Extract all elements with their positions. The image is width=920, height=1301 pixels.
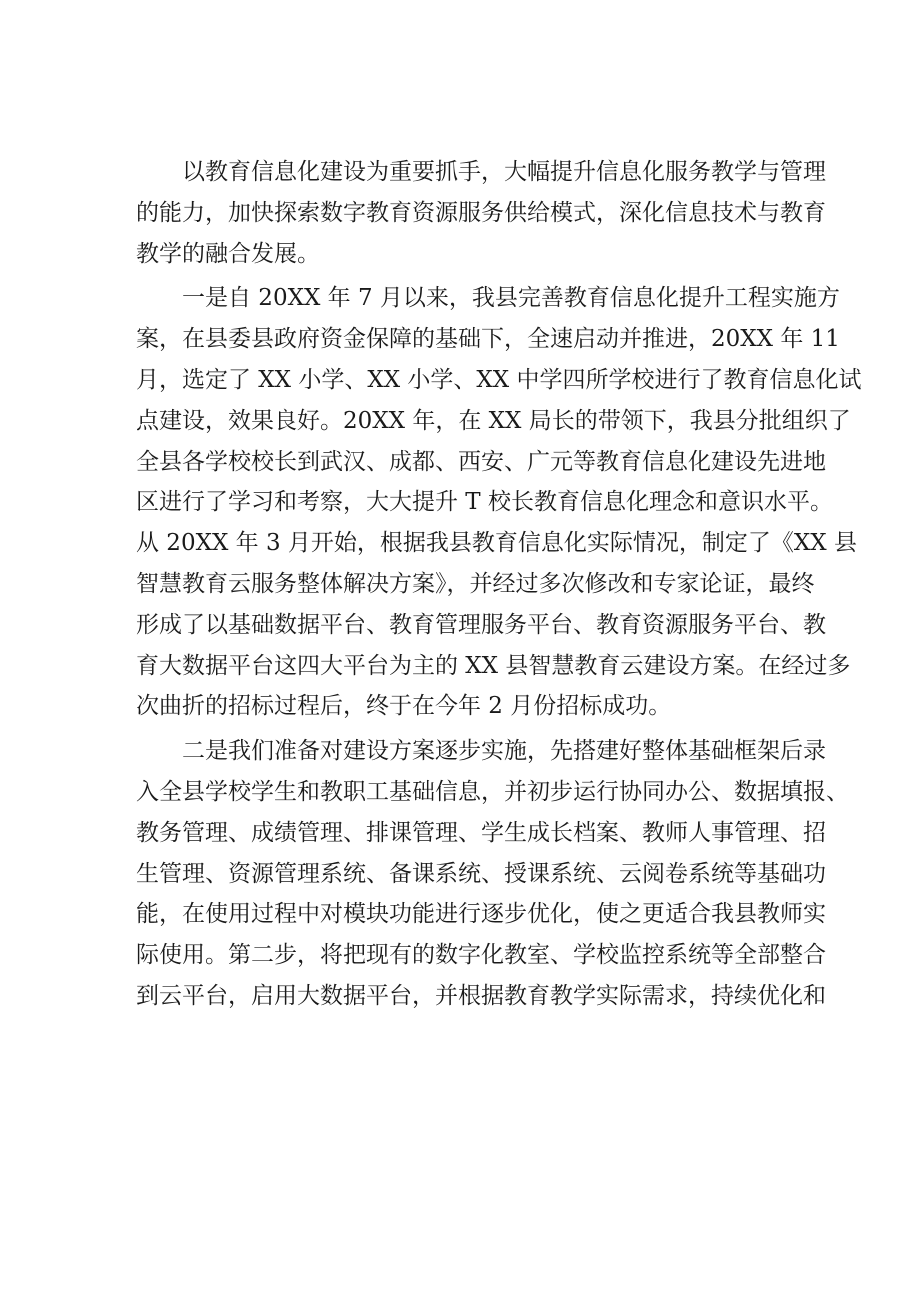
text-line: 教学的融合发展。 [136, 240, 320, 267]
text-line: 点建设，效果良好。20XX 年，在 XX 局长的带领下，我县分批组织了 [136, 407, 851, 434]
text-line: 次曲折的招标过程后，终于在今年 2 月份招标成功。 [136, 693, 672, 720]
paragraph-1 [136, 152, 826, 274]
text-line: 入全县学校学生和教职工基础信息，并初步运行协同办公、数据填报、 [136, 778, 849, 805]
text-line: 从 20XX 年 3 月开始，根据我县教育信息化实际情况，制定了《XX 县 [136, 530, 857, 557]
text-line: 生管理、资源管理系统、备课系统、授课系统、云阅卷系统等基础功 [136, 860, 826, 887]
text-line: 月，选定了 XX 小学、XX 小学、XX 中学四所学校进行了教育信息化试 [136, 366, 862, 393]
text-line: 形成了以基础数据平台、教育管理服务平台、教育资源服务平台、教 [136, 611, 826, 638]
paragraph-2 [136, 278, 862, 727]
text-line: 以教育信息化建设为重要抓手，大幅提升信息化服务教学与管理 [182, 159, 826, 185]
text-line: 全县各学校校长到武汉、成都、西安、广元等教育信息化建设先进地 [136, 448, 826, 475]
text-line: 育大数据平台这四大平台为主的 XX 县智慧教育云建设方案。在经过多 [136, 652, 851, 679]
text-line: 到云平台，启用大数据平台，并根据教育教学实际需求，持续优化和 [136, 982, 826, 1009]
text-line: 智慧教育云服务整体解决方案》，并经过多次修改和专家论证，最终 [136, 570, 815, 597]
text-line: 能，在使用过程中对模块功能进行逐步优化，使之更适合我县教师实 [136, 901, 826, 928]
text-line: 际使用。第二步，将把现有的数字化教室、学校监控系统等全部整合 [136, 942, 826, 969]
text-line: 区进行了学习和考察，大大提升 T 校长教育信息化理念和意识水平。 [136, 489, 833, 516]
text-line: 二是我们准备对建设方案逐步实施，先搭建好整体基础框架后录 [182, 738, 826, 765]
paragraph-3 [136, 731, 849, 1017]
text-line: 教务管理、成绩管理、排课管理、学生成长档案、教师人事管理、招 [136, 819, 826, 846]
text-line: 的能力，加快探索数字教育资源服务供给模式，深化信息技术与教育 [136, 199, 826, 226]
text-line: 案，在县委县政府资金保障的基础下，全速启动并推进，20XX 年 11 [136, 326, 840, 353]
text-line: 一是自 20XX 年 7 月以来，我县完善教育信息化提升工程实施方 [182, 285, 840, 312]
document-body [136, 152, 862, 1021]
